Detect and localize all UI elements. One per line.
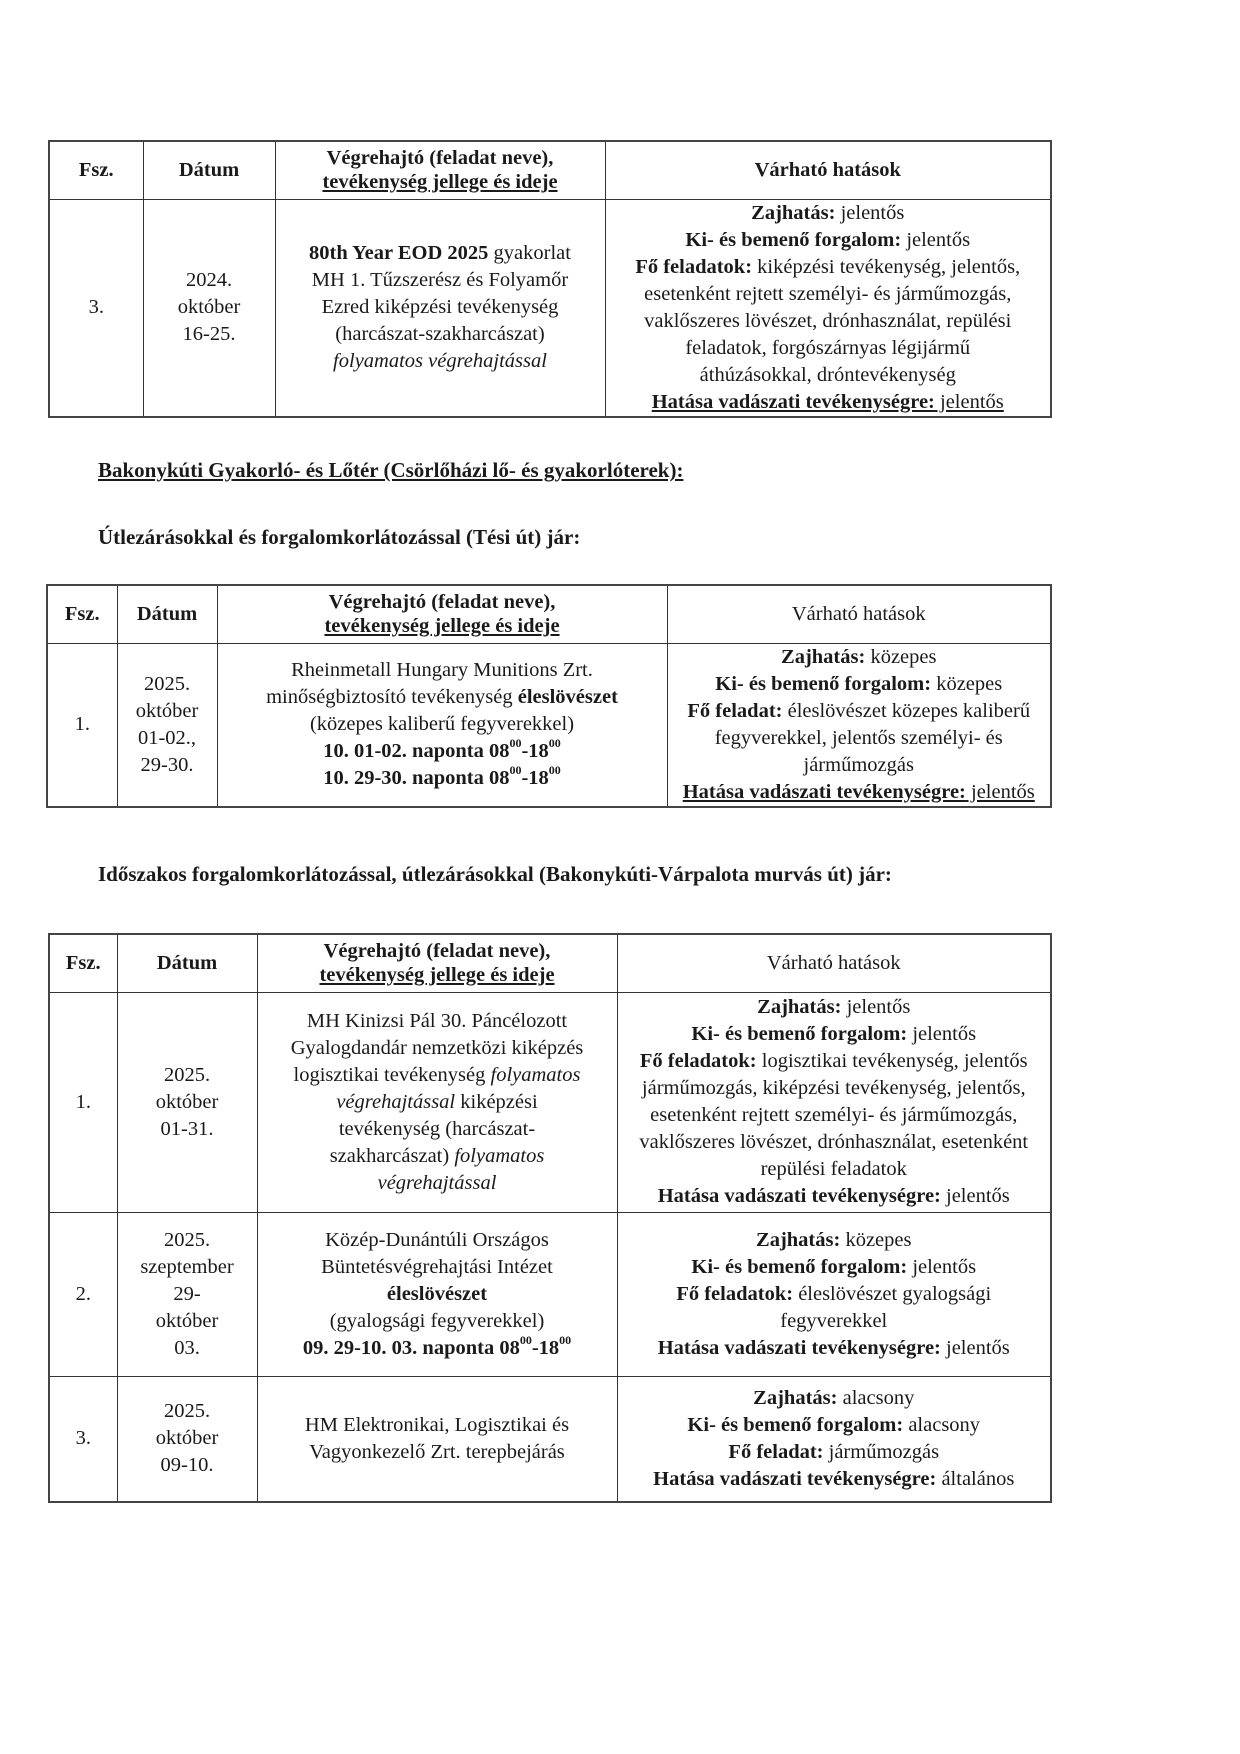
cell-executor: Közép-Dunántúli Országos Büntetésvégrehajtási Intézet éleslövészet (gyalogsági fegyverekkel) 09. 29-10. 03. naponta $08^{00}-18^{00}$ (257, 1212, 617, 1376)
header-hatasok: Várható hatások (605, 141, 1051, 199)
cell-date: 2025. szeptember 29- október 03. (117, 1212, 257, 1376)
cell-effects: Zajhatás: jelentős Ki- és bemenő forgalom: jelentős Fő feladatok: logisztikai tevékenység, jelentős járműmozgás, kiképzési tevékenység, jelentős, esetenként rejtett személyi- és járműmozgás, vaklőszeres lövészet, drónhasználat, esetenként repülési feladatok Hatása vadászati tevékenységre: jelentős (617, 992, 1051, 1212)
cell-executor: MH Kinizsi Pál 30. Páncélozott Gyalogdandár nemzetközi kiképzés logisztikai tevékenység folyamatos végrehajtással kiképzési tevékenység (harcászat- szakharcászat) folyamatos végrehajtással (257, 992, 617, 1212)
header-datum: Dátum (117, 934, 257, 992)
table-header-row (49, 141, 1051, 199)
cell-fsz: 2. (49, 1212, 117, 1376)
cell-executor: HM Elektronikai, Logisztikai és Vagyonkezelő Zrt. terepbejárás (257, 1376, 617, 1502)
subsection-title-tesi-ut: Útlezárásokkal és forgalomkorlátozással (Tési út) jár: (98, 525, 581, 549)
cell-fsz: 3. (49, 1376, 117, 1502)
cell-date: 2025. október 01-31. (117, 992, 257, 1212)
cell-executor: 80th Year EOD 2025 gyakorlat MH 1. Tűzszerész és Folyamőr Ezred kiképzési tevékenység (harcászat-szakharcászat) folyamatos végrehajtással (275, 199, 605, 417)
section-title: Bakonykúti Gyakorló- és Lőtér (Csörlőházi lő- és gyakorlóterek): (98, 458, 684, 482)
header-hatasok: Várható hatások (667, 585, 1051, 643)
cell-fsz: 3. (49, 199, 143, 417)
cell-date: 2025. október 09-10. (117, 1376, 257, 1502)
header-vegrehajto: Végrehajtó (feladat neve), tevékenység jellege és ideje (257, 934, 617, 992)
header-hatasok: Várható hatások (617, 934, 1051, 992)
cell-effects: Zajhatás: közepes Ki- és bemenő forgalom: közepes Fő feladat: éleslövészet közepes kaliberű fegyverekkel, jelentős személyi- és járműmozgás Hatása vadászati tevékenységre: jelentős (667, 643, 1051, 807)
table-row (49, 199, 1051, 417)
cell-effects: Zajhatás: alacsony Ki- és bemenő forgalom: alacsony Fő feladat: járműmozgás Hatása vadászati tevékenységre: általános (617, 1376, 1051, 1502)
table-activity-1 (48, 140, 1052, 418)
cell-date: 2024. október 16-25. (143, 199, 275, 417)
cell-date: 2025. október 01-02., 29-30. (117, 643, 217, 807)
header-fsz: Fsz. (47, 585, 117, 643)
cell-effects: Zajhatás: közepes Ki- és bemenő forgalom: jelentős Fő feladatok: éleslövészet gyalogsági fegyverekkel Hatása vadászati tevékenységre: jelentős (617, 1212, 1051, 1376)
table-row (49, 1212, 1051, 1376)
table-activity-2 (46, 584, 1052, 808)
header-datum: Dátum (143, 141, 275, 199)
header-vegrehajto: Végrehajtó (feladat neve), tevékenység jellege és ideje (275, 141, 605, 199)
header-fsz: Fsz. (49, 141, 143, 199)
header-vegrehajto: Végrehajtó (feladat neve), tevékenység jellege és ideje (217, 585, 667, 643)
table-row (47, 643, 1051, 807)
table-row (49, 992, 1051, 1212)
header-datum: Dátum (117, 585, 217, 643)
cell-fsz: 1. (47, 643, 117, 807)
table-header-row (49, 934, 1051, 992)
table-header-row (47, 585, 1051, 643)
cell-executor: Rheinmetall Hungary Munitions Zrt. minőségbiztosító tevékenység éleslövészet (közepes kaliberű fegyverekkel) 10. 01-02. naponta $08^{00}-18^{00}$ 10. 29-30. naponta $08^{00}-18^{00}$ (217, 643, 667, 807)
table-row (49, 1376, 1051, 1502)
header-fsz: Fsz. (49, 934, 117, 992)
table-activity-3 (48, 933, 1052, 1503)
cell-effects: Zajhatás: jelentős Ki- és bemenő forgalom: jelentős Fő feladatok: kiképzési tevékenység, jelentős, esetenként rejtett személyi- és járműmozgás, vaklőszeres lövészet, drónhasználat, repülési feladatok, forgószárnyas légijármű áthúzásokkal, dróntevékenység Hatása vadászati tevékenységre: jelentős (605, 199, 1051, 417)
cell-fsz: 1. (49, 992, 117, 1212)
subsection-title-murvas-ut: Időszakos forgalomkorlátozással, útlezárásokkal (Bakonykúti-Várpalota murvás út) jár: (98, 862, 892, 886)
